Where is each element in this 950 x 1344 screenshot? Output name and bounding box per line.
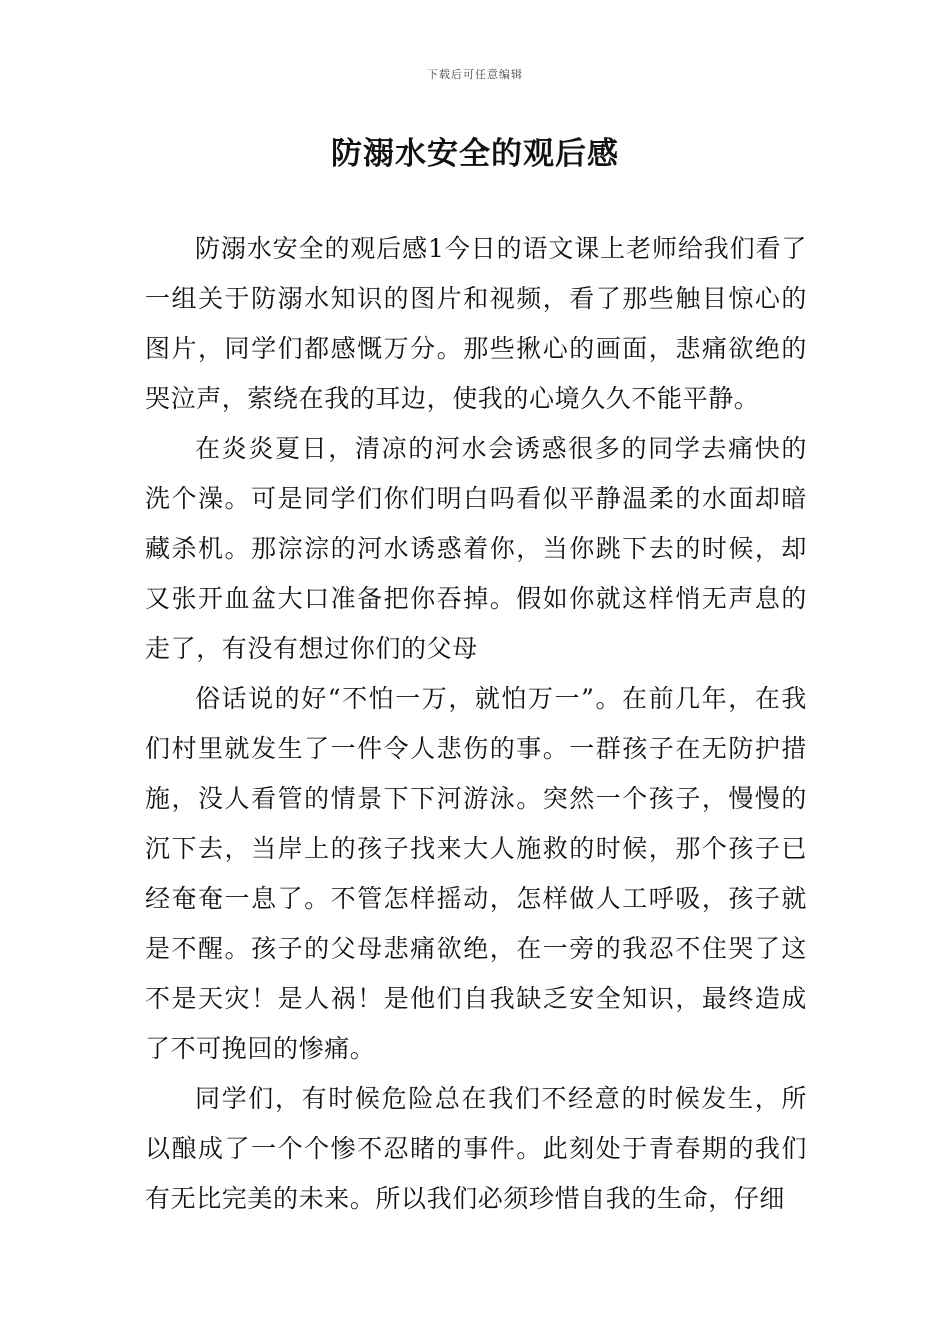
header-note: 下载后可任意编辑: [427, 68, 523, 81]
paragraph-3: 俗话说的好“不怕一万，就怕万一”。在前几年，在我们村里就发生了一件令人悲伤的事。一群孩子在无防护措施，没人看管的情景下下河游泳。突然一个孩子，慢慢的沉下去，当岸上的孩子找来大人施救的时候，那个孩子已经奄奄一息了。不管怎样摇动，怎样做人工呼吸，孩子就是不醒。孩子的父母悲痛欲绝，在一旁的我忍不住哭了这不是天灾！是人祸！是他们自我缺乏安全知识，最终造成了不可挽回的惨痛。: [145, 684, 807, 1063]
document-body: [145, 224, 807, 1224]
document-title: 防溺水安全的观后感: [331, 136, 619, 172]
paragraph-2: 在炎炎夏日，清凉的河水会诱惑很多的同学去痛快的洗个澡。可是同学们你们明白吗看似平静温柔的水面却暗藏杀机。那淙淙的河水诱惑着你，当你跳下去的时候，却又张开血盆大口准备把你吞掉。假如你就这样悄无声息的走了，有没有想过你们的父母: [145, 434, 807, 663]
paragraph-1: 防溺水安全的观后感1今日的语文课上老师给我们看了一组关于防溺水知识的图片和视频，看了那些触目惊心的图片，同学们都感慨万分。那些揪心的画面，悲痛欲绝的哭泣声，萦绕在我的耳边，使我的心境久久不能平静。: [145, 234, 807, 413]
paragraph-4: 同学们，有时候危险总在我们不经意的时候发生，所以酿成了一个个惨不忍睹的事件。此刻处于青春期的我们有无比完美的未来。所以我们必须珍惜自我的生命，仔细: [145, 1084, 807, 1213]
